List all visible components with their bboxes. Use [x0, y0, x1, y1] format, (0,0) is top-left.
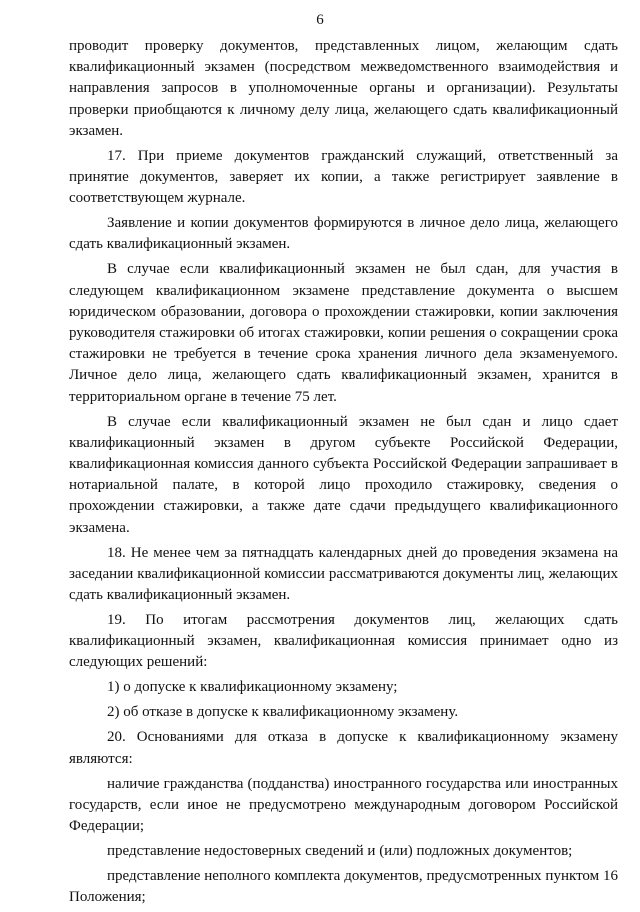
- list-item-refusal: 2) об отказе в допуске к квалификационному экзамену.: [107, 704, 459, 721]
- paragraph-19: 19. По итогам рассмотрения документов лиц, желающих сдать квалификационный экзамен, квалификационная комиссия принимает одно из следующих решений:: [69, 612, 618, 671]
- paragraph-17: 17. При приеме документов гражданский служащий, ответственный за принятие документов, заверяет их копии, а также регистрирует заявление в соответствующем журнале.: [69, 147, 618, 207]
- paragraph-18: 18. Не менее чем за пятнадцать календарных дней до проведения экзамена на заседании квалификационной комиссии рассматриваются документы лиц, желающих сдать квалификационный экзамен.: [69, 544, 618, 604]
- paragraph-20: 20. Основаниями для отказа в допуске к квалификационному экзамену являются:: [69, 729, 618, 767]
- paragraph-other-region: В случае если квалификационный экзамен не был сдан и лицо сдает квалификационный экзамен в другом субъекте Российской Федерации, квалификационная комиссия данного субъекта Российской Федерации запрашивает в нотариальной палате, в которой лицо проходило стажировку, сведения о прохождении стажировки, а также дате сдачи предыдущего квалификационного экзамена.: [69, 413, 618, 536]
- document-body: [69, 36, 618, 912]
- list-item-admission: 1) о допуске к квалификационному экзамену;: [107, 679, 398, 696]
- paragraph-personal-file: Заявление и копии документов формируются в личное дело лица, желающего сдать квалификационный экзамен.: [69, 215, 618, 253]
- paragraph-checking-documents: проводит проверку документов, представленных лицом, желающим сдать квалификационный экзамен (посредством межведомственного взаимодействия и направления запросов в уполномоченные органы и организации). Результаты проверки приобщаются к личному делу лица, желающего сдать квалификационный экзамен.: [69, 38, 618, 139]
- paragraph-exam-not-passed: В случае если квалификационный экзамен не был сдан, для участия в следующем квалификационном экзамене представление документа о высшем юридическом образовании, договора о прохождении стажировки, копии заключения руководителя стажировки об итогах стажировки, копии решения о сокращении срока стажировки не требуется в течение срока хранения личного дела экзаменуемого. Личное дело лица, желающего сдать квалификационный экзамен, хранится в территориальном органе в течение 75 лет.: [69, 261, 618, 405]
- ground-foreign-citizenship: наличие гражданства (подданства) иностранного государства или иностранных государств, если иное не предусмотрено международным договором Российской Федерации;: [69, 775, 618, 835]
- ground-incomplete-documents: представление неполного комплекта документов, предусмотренных пунктом 16 Положения;: [69, 868, 618, 906]
- ground-false-information: представление недостоверных сведений и (или) подложных документов;: [107, 843, 573, 860]
- page-number: 6: [316, 12, 324, 28]
